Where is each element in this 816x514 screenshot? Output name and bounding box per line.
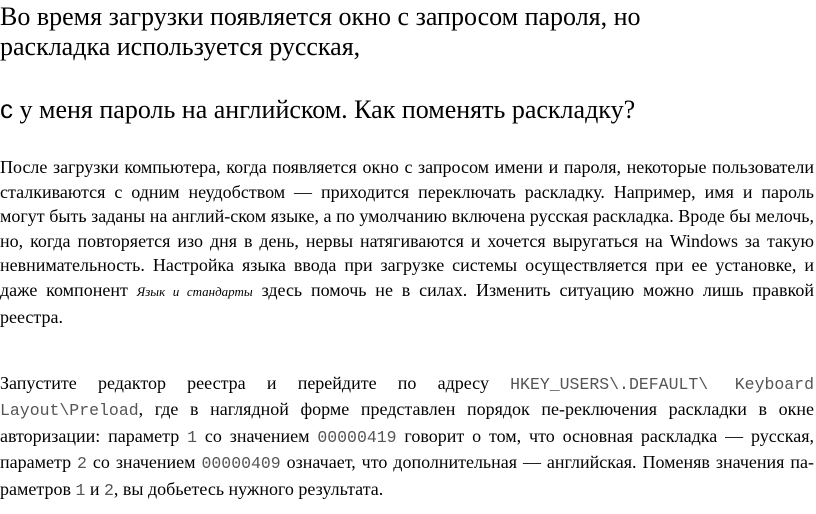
- paragraph-intro-text-a: После загрузки компьютера, когда появляется окно с запросом имени и пароля, некоторые пользователи сталкиваются с одним неудобством — приходится переключать раскладку. Например, имя и пароль могут быть заданы на англий-ском языке, а по умолчанию включена русская раскладка. Вроде бы мелочь, но, когда повторяется изо дня в день, нервы натягиваются и хочется выругаться на Windows за такую невнимательность. Настройка языка ввода при загрузке системы осуществляется при ее установке, и даже компонент: [0, 157, 814, 300]
- instructions-text-f: означает, что дополнительная — английская. Поменяв значения па-раметров: [0, 452, 815, 499]
- instructions-text-a: Запустите редактор реестра и перейдите по адресу: [0, 373, 511, 393]
- title-line-3-start: с: [0, 94, 13, 124]
- instructions-text-h: , вы добьетесь нужного результата.: [113, 478, 384, 499]
- component-name: Язык и стандарты: [136, 283, 253, 299]
- param-2: 2: [77, 454, 87, 474]
- title-line-3-rest: у меня пароль на английском. Как поменять раскладку?: [13, 95, 636, 124]
- instructions-text-b: , где в наглядной форме представлен порядок пе-реключения раскладки в окне авторизации: параметр: [0, 399, 814, 446]
- param-1b: 1: [75, 480, 86, 500]
- instructions-text-g: и: [85, 478, 105, 499]
- paragraph-intro-text-b: здесь помочь не в силах. Изменить ситуацию можно лишь правкой реестра.: [0, 279, 814, 327]
- instructions-text-e: со значением: [86, 452, 202, 473]
- paragraph-instructions: [0, 371, 814, 503]
- title-line-2: раскладка используется русская,: [0, 32, 361, 61]
- registry-path: HKEY_USERS\.DEFAULT\ Keyboard Layout\Preload: [0, 375, 814, 421]
- paragraph-intro: [0, 155, 814, 329]
- param-2b: 2: [104, 480, 114, 500]
- title-line-3: [0, 94, 635, 125]
- title-line-1: Во время загрузки появляется окно с запросом пароля, но: [0, 2, 641, 31]
- value-2: 00000409: [201, 454, 281, 474]
- instructions-text-c: со значением: [197, 425, 318, 446]
- instructions-text-d: говорит о том, что основная раскладка — русская, параметр: [0, 425, 814, 473]
- value-1: 00000419: [317, 427, 397, 447]
- param-1: 1: [187, 427, 198, 447]
